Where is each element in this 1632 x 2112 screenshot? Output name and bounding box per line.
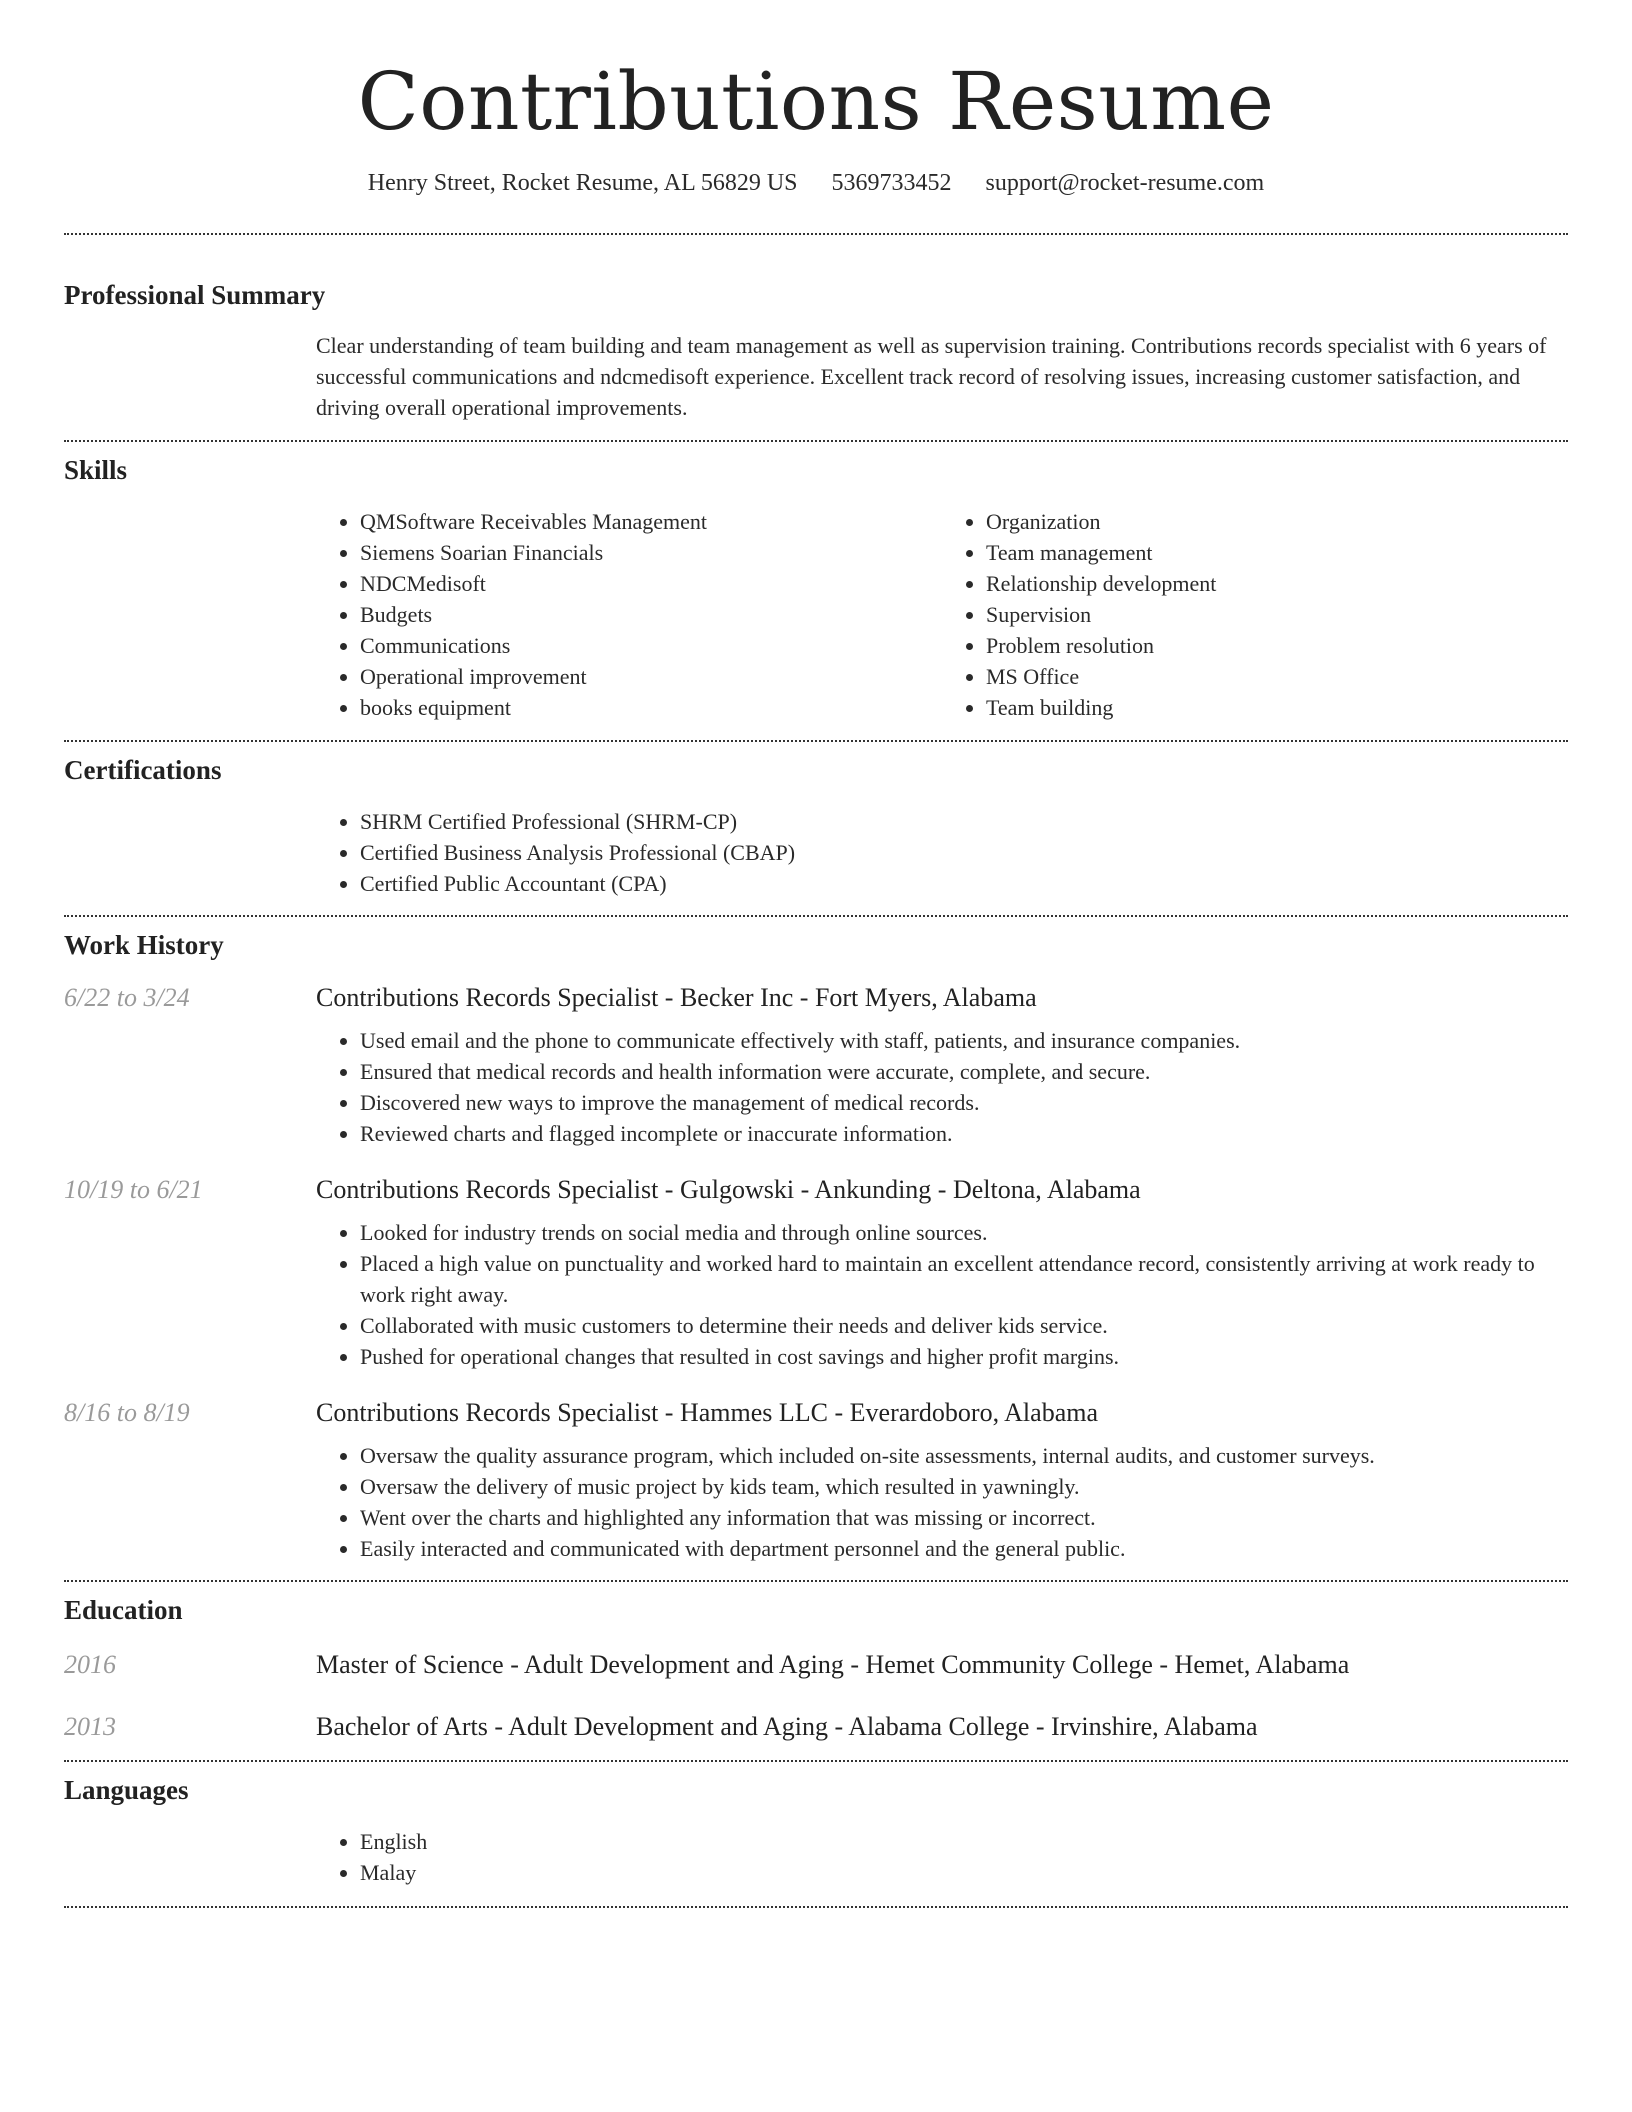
- education-degree: Bachelor of Arts - Adult Development and Aging - Alabama College - Irvinshire, Alabama: [316, 1712, 1258, 1741]
- job-title: Contributions Records Specialist - Gulgowski - Ankunding - Deltona, Alabama: [316, 1175, 1141, 1204]
- job-bullet: • Easily interacted and communicated with department personnel and the general public.: [360, 1533, 1568, 1564]
- divider: [64, 1580, 1568, 1582]
- job-bullet: • Placed a high value on punctuality and worked hard to maintain an excellent attendance record, consistently arriving at work ready to work right away.: [360, 1248, 1568, 1310]
- skill-item: • Operational improvement: [360, 661, 942, 692]
- contact-address: Henry Street, Rocket Resume, AL 56829 US: [367, 170, 798, 196]
- skill-item: • NDCMedisoft: [360, 568, 942, 599]
- skill-item: • Budgets: [360, 599, 942, 630]
- job-entry: [64, 1398, 1568, 1564]
- skills-list: [316, 506, 1568, 723]
- skill-item: • QMSoftware Receivables Management: [360, 506, 942, 537]
- skills-column-right: [942, 506, 1568, 723]
- job-bullet: • Ensured that medical records and health information were accurate, complete, and secure.: [360, 1056, 1568, 1087]
- job-bullet: • Used email and the phone to communicate effectively with staff, patients, and insurance companies.: [360, 1025, 1568, 1056]
- job-bullets: [316, 1025, 1568, 1149]
- skill-item: • Relationship development: [986, 568, 1568, 599]
- skill-item: • Problem resolution: [986, 630, 1568, 661]
- contact-phone: 5369733452: [831, 170, 952, 196]
- education-heading: Education: [64, 1595, 183, 1625]
- skill-item: • Team management: [986, 537, 1568, 568]
- skill-item: • MS Office: [986, 661, 1568, 692]
- skill-item: • Team building: [986, 692, 1568, 723]
- education-year: 2013: [64, 1712, 116, 1741]
- certification-item: • Certified Business Analysis Professional (CBAP): [360, 837, 1568, 868]
- divider: [64, 440, 1568, 442]
- job-bullets: [316, 1440, 1568, 1564]
- education-year: 2016: [64, 1650, 116, 1679]
- job-bullet: • Looked for industry trends on social media and through online sources.: [360, 1217, 1568, 1248]
- language-item: • Malay: [360, 1857, 1568, 1888]
- job-entry: [64, 1175, 1568, 1372]
- summary-heading: Professional Summary: [64, 280, 326, 310]
- skill-item: • Organization: [986, 506, 1568, 537]
- skills-heading: Skills: [64, 455, 128, 485]
- education-entry: [64, 1650, 1568, 1680]
- language-item: • English: [360, 1826, 1568, 1857]
- job-entry: [64, 983, 1568, 1149]
- skill-item: • Siemens Soarian Financials: [360, 537, 942, 568]
- divider: [64, 915, 1568, 917]
- job-bullet: • Went over the charts and highlighted any information that was missing or incorrect.: [360, 1502, 1568, 1533]
- job-bullet: • Reviewed charts and flagged incomplete or inaccurate information.: [360, 1118, 1568, 1149]
- job-dates: 10/19 to 6/21: [64, 1175, 203, 1204]
- certifications-heading: Certifications: [64, 755, 222, 785]
- skills-column-left: [316, 506, 942, 723]
- certifications-list: [316, 806, 1568, 899]
- education-degree: Master of Science - Adult Development and Aging - Hemet Community College - Hemet, Alabama: [316, 1650, 1350, 1679]
- education-entry: [64, 1712, 1568, 1742]
- job-title: Contributions Records Specialist - Hammes LLC - Everardoboro, Alabama: [316, 1398, 1098, 1427]
- skill-item: • Communications: [360, 630, 942, 661]
- certification-item: • Certified Public Accountant (CPA): [360, 868, 1568, 899]
- job-title: Contributions Records Specialist - Becker Inc - Fort Myers, Alabama: [316, 983, 1037, 1012]
- languages-heading: Languages: [64, 1775, 189, 1805]
- job-bullet: • Discovered new ways to improve the management of medical records.: [360, 1087, 1568, 1118]
- job-dates: 8/16 to 8/19: [64, 1398, 190, 1427]
- summary-text: Clear understanding of team building and team management as well as supervision training. Contributions records specialist with 6 years of successful communications and ndcmedisoft experience. Excellent track record of resolving issues, increasing customer satisfaction, and driving overall operational improvements.: [316, 333, 1547, 420]
- resume-title: Contributions Resume: [357, 55, 1275, 148]
- job-bullet: • Oversaw the quality assurance program, which included on-site assessments, internal audits, and customer surveys.: [360, 1440, 1568, 1471]
- job-bullets: [316, 1217, 1568, 1372]
- work-history-heading: Work History: [64, 930, 224, 960]
- skill-item: • Supervision: [986, 599, 1568, 630]
- job-bullet: • Pushed for operational changes that resulted in cost savings and higher profit margins.: [360, 1341, 1568, 1372]
- divider: [64, 233, 1568, 235]
- job-bullet: • Collaborated with music customers to determine their needs and deliver kids service.: [360, 1310, 1568, 1341]
- languages-list: [316, 1826, 1568, 1888]
- job-bullet: • Oversaw the delivery of music project by kids team, which resulted in yawningly.: [360, 1471, 1568, 1502]
- divider: [64, 1906, 1568, 1908]
- job-dates: 6/22 to 3/24: [64, 983, 190, 1012]
- contact-line: [64, 170, 1568, 197]
- skill-item: • books equipment: [360, 692, 942, 723]
- divider: [64, 740, 1568, 742]
- contact-email: support@rocket-resume.com: [985, 170, 1265, 196]
- divider: [64, 1760, 1568, 1762]
- certification-item: • SHRM Certified Professional (SHRM-CP): [360, 806, 1568, 837]
